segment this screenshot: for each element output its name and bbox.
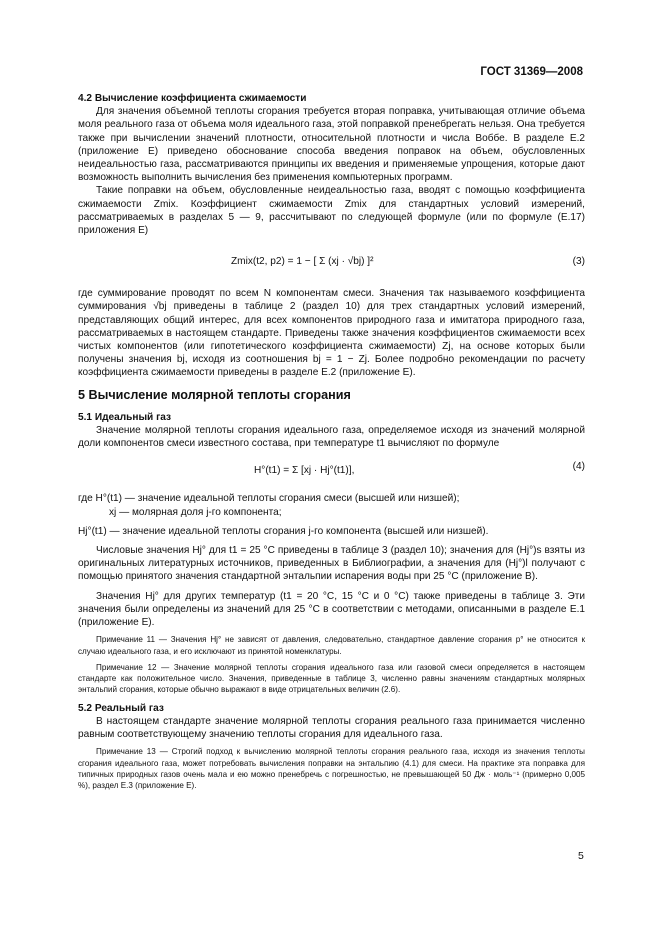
where-line-3: Hj°(t1) — значение идеальной теплоты сгорания j-го компонента (высшей или низшей).	[78, 525, 489, 537]
section-5-2-title: 5.2 Реальный газ	[78, 702, 164, 714]
section-5-1-paragraph-1: Значение молярной теплоты сгорания идеального газа, определяемое исходя из значений молярной доли компонентов смеси известного состава, при температуре t1 вычисляют по формуле	[78, 425, 585, 450]
page-content	[78, 92, 585, 792]
where-line-1: где H°(t1) — значение идеальной теплоты сгорания смеси (высшей или низшей);	[78, 493, 460, 505]
page-number: 5	[578, 850, 584, 862]
formula-4	[78, 454, 585, 490]
section-5-title: 5 Вычисление молярной теплоты сгорания	[78, 387, 351, 402]
section-4-2-paragraph-2: Такие поправки на объем, обусловленные неидеальностью газа, вводят с помощью коэффициента сжимаемости Zmix. Коэффициент сжимаемости Zmix для стандартных условий измерений, рассматриваемых в разделах 5 — 9, рассчитывают по следующей формуле (или по формуле (Е.17) приложения Е)	[78, 185, 585, 237]
formula-3	[78, 241, 585, 285]
note-13: Примечание 13 — Строгий подход к вычислению молярной теплоты сгорания реального газа, исходя из значения теплоты сгорания идеального газа, может потребовать вычисления поправки на энтальпию (4.1) для смеси. На практике эта поправка для типичных природных газов очень мала и ею можно пренебречь с погрешностью, не превышающей 50 Дж · моль⁻¹ (примерно 0,005 %), раздел Е.3 (приложение Е).	[78, 747, 585, 791]
section-4-2-title: 4.2 Вычисление коэффициента сжимаемости	[78, 93, 307, 104]
note-12: Примечание 12 — Значение молярной теплоты сгорания идеального газа или газовой смеси определяется в настоящем стандарте как положительное число. Значения, приведенные в таблице 3, численно равны значениям стандартных молярных энтальпий сгорания, которые обычно выражают в виде отрицательных величин (2.6).	[78, 662, 585, 695]
section-4-2-paragraph-3: где суммирование проводят по всем N компонентам смеси. Значения так называемого коэффициента суммирования √bj приведены в таблице 2 (раздел 10) для трех стандартных условий измерений, представляющих общий интерес, для всех компонентов природного газа и имитатора природного газа, рассматриваемых в настоящем стандарте. Приведены также значения коэффициентов сжимаемости всех чистых компонентов (или гипотетического коэффициента сжимаемости) Zj, на основе которых были получены значения bj, исходя из соотношения bj = 1 − Zj. Более подробно рекомендации по расчету коэффициента сжимаемости приведены в разделе Е.2 (приложение Е).	[78, 288, 585, 379]
section-5-2-paragraph: В настоящем стандарте значение молярной теплоты сгорания реального газа принимается численно равным соответствующему значению теплоты сгорания для идеального газа.	[78, 715, 585, 741]
document-header: ГОСТ 31369—2008	[480, 66, 583, 78]
formula-4-expression: H°(t1) = Σ [xj · Hj°(t1)],	[254, 465, 355, 477]
formula-3-number: (3)	[572, 256, 585, 268]
section-5-1-paragraph-2: Числовые значения Hj° для t1 = 25 °C приведены в таблице 3 (раздел 10); значения для (Hj°)s взяты из оригинальных литературных источников, приведенных в Библиографии, а значения для (Hj°)l получают с помощью принятого значения стандартной энтальпии испарения воды при 25 °C (приложение В).	[78, 545, 585, 583]
section-5-1-paragraph-3: Значения Hj° для других температур (t1 = 20 °C, 15 °C и 0 °C) также приведены в таблице 3. Эти значения были определены из значений для 25 °C в соответствии с методами, описанными в разделе Е.1 (приложение Е).	[78, 590, 585, 629]
where-line-2: xj — молярная доля j-го компонента;	[109, 506, 282, 518]
section-5-1-title: 5.1 Идеальный газ	[78, 411, 172, 423]
formula-3-expression: Zmix(t2, p2) = 1 − [ Σ (xj · √bj) ]²	[231, 256, 374, 268]
section-4-2-paragraph-1: Для значения объемной теплоты сгорания требуется вторая поправка, учитывающая отличие объема моля реального газа от объема моля идеального газа, этой поправкой пренебрегать нельзя. Она требуется также при вычислении значений плотности, относительной плотности и числа Воббе. В разделе Е.2 (приложение Е) приведено обоснование способа введения поправок на объем, обусловленных неидеальностью газа, рассматриваются принципы их введения и применяемые упрощения, которые дают возможность выполнить вычисления без применения компьютерных программ.	[78, 106, 585, 184]
note-11: Примечание 11 — Значения Hj° не зависят от давления, следовательно, стандартное давление сгорания p° не относится к случаю идеального газа, и его исключают из принятой номенклатуры.	[78, 635, 585, 656]
formula-4-number: (4)	[572, 461, 585, 473]
